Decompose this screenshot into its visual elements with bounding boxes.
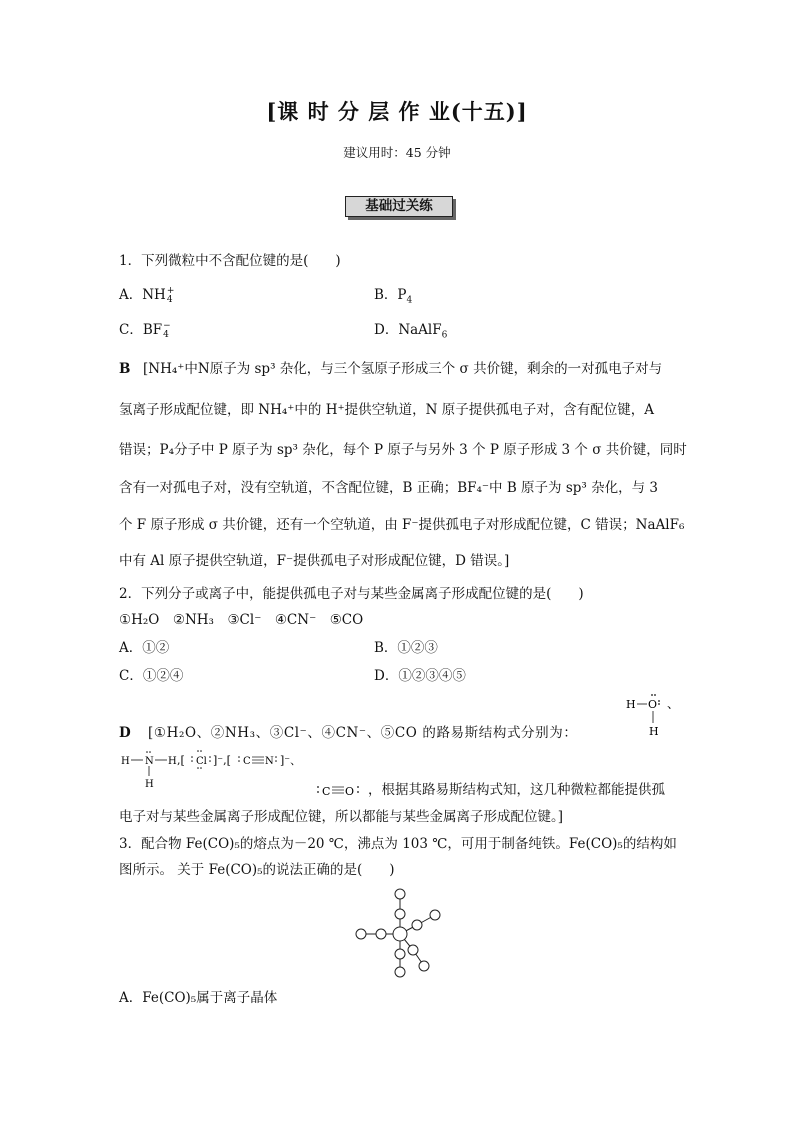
lewis-o: O	[345, 785, 355, 798]
q1-option-c: C．BF − 4	[119, 320, 171, 340]
q2-items: ①H₂O ②NH₃ ③Cl⁻ ④CN⁻ ⑤CO	[119, 612, 364, 628]
q1-option-a: A．NH + 4	[119, 285, 175, 305]
q2-stem: 2．下列分子或离子中，能提供孤电子对与某些金属离子形成配位键的是( )	[119, 586, 584, 602]
fe-atom	[393, 927, 407, 941]
lewis-h: H	[168, 756, 177, 767]
c-atom	[376, 929, 386, 939]
q2-explanation-line: [①H₂O、②NH₃、③Cl⁻、④CN⁻、⑤CO 的路易斯结构式分别为：	[148, 725, 578, 741]
q2-option-a: A．①②	[119, 640, 170, 656]
suggested-time: 建议用时：45 分钟	[343, 145, 451, 160]
lewis-separator: 、	[667, 697, 680, 711]
q1-explanation-line: 中有 Al 原子提供空轨道，F⁻提供孤电子对形成配位键，D 错误。]	[119, 553, 510, 569]
lewis-structures-row	[119, 750, 319, 794]
lewis-c: C	[243, 756, 251, 767]
co-lewis-structure	[315, 780, 375, 800]
q2-option-d: D．①②③④⑤	[374, 668, 466, 684]
q3-stem: 3．配合物 Fe(CO)₅的熔点为－20 ℃，沸点为 103 ℃，可用于制备纯铁。Fe(CO)₅的结构如	[119, 836, 677, 852]
q1-answer: B	[119, 361, 131, 377]
q2-option-c: C．①②④	[119, 668, 184, 684]
q1-option-b: B．$P_4$	[374, 287, 413, 306]
q1-option-d: D．NaAlF$_6$	[374, 322, 448, 341]
lewis-cl: Cl	[196, 756, 207, 767]
q1-explanation-line: [NH₄⁺中N原子为 sp³ 杂化，与三个氢原子形成三个 σ 共价键，剩余的一对孤电子对与	[143, 361, 663, 377]
svg-text:]⁻,[: ]⁻,[	[213, 754, 231, 767]
q1-explanation-line: 氢离子形成配位键，即 NH₄⁺中的 H⁺提供空轨道，N 原子提供孤电子对，含有配位键，A	[119, 402, 654, 418]
lewis-n: N	[265, 756, 274, 767]
lewis-h: H	[145, 779, 154, 790]
c-atom	[395, 949, 405, 959]
c-atom	[395, 909, 405, 919]
lewis-h: H	[121, 756, 130, 767]
c-atom	[412, 920, 422, 930]
o-atom	[395, 889, 405, 899]
page-title: [课 时 分 层 作 业(十五)]	[266, 99, 528, 124]
q2-answer: D	[119, 725, 131, 741]
o-atom	[395, 967, 405, 977]
q3-option-a: A．Fe(CO)₅属于离子晶体	[119, 990, 278, 1006]
water-lewis-structure	[625, 690, 681, 740]
lewis-h-left: H	[626, 698, 636, 711]
c-atom	[408, 945, 418, 955]
lewis-h-bottom: H	[649, 725, 659, 738]
q1-explanation-line: 个 F 原子形成 σ 共价键，还有一个空轨道，由 F⁻提供孤电子对形成配位键，C 错误；NaAlF₆	[119, 517, 685, 533]
q2-explanation-line: ，根据其路易斯结构式知，这几种微粒都能提供孤	[368, 782, 665, 798]
svg-text:]⁻、: ]⁻、	[280, 754, 302, 767]
q2-option-b: B．①②③	[374, 640, 438, 656]
fe-co5-structure-diagram	[345, 880, 455, 980]
lewis-n: N	[145, 756, 154, 767]
q1-explanation-line: 含有一对孤电子对，没有空轨道，不含配位键，B 正确；BF₄⁻中 B 原子为 sp³ 杂化，与 3	[119, 480, 658, 496]
o-atom	[356, 929, 366, 939]
section-banner: 基础过关练	[345, 196, 453, 217]
svg-text:,[: ,[	[177, 754, 185, 767]
q2-explanation-line: 电子对与某些金属离子形成配位键，所以都能与某些金属离子形成配位键。]	[119, 809, 564, 825]
lewis-o: O	[648, 698, 658, 711]
o-atom	[430, 910, 440, 920]
q1-stem: 1．下列微粒中不含配位键的是( )	[119, 253, 341, 269]
lewis-c: C	[322, 785, 331, 798]
q1-explanation-line: 错误；P₄分子中 P 原子为 sp³ 杂化，每个 P 原子与另外 3 个 P 原子形成 3 个 σ 共价键，同时	[119, 442, 687, 458]
q3-stem: 图所示。 关于 Fe(CO)₅的说法正确的是( )	[119, 862, 395, 878]
o-atom	[419, 961, 429, 971]
